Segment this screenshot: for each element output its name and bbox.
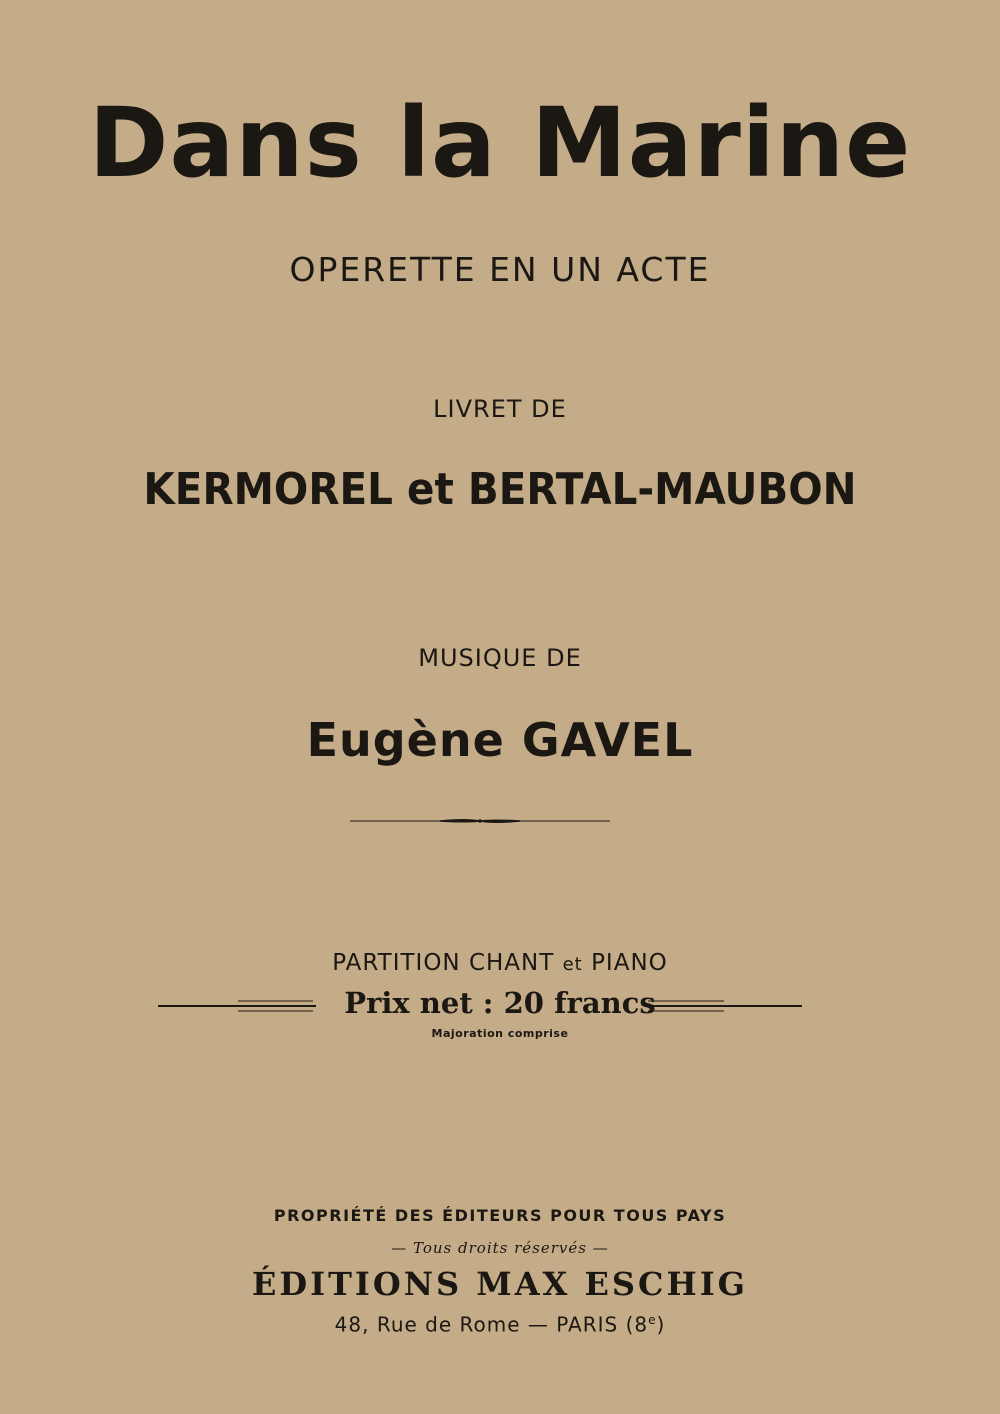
address-main: 48, Rue de Rome — PARIS (8 (334, 1312, 649, 1337)
librettists: KERMOREL et BERTAL-MAUBON (143, 464, 857, 515)
score-type-et: et (562, 954, 583, 975)
publisher-name: ÉDITIONS MAX ESCHIG (252, 1265, 748, 1303)
work-title: Dans la Marine (88, 87, 912, 199)
price-note: Majoration comprise (431, 1027, 569, 1040)
music-label: MUSIQUE DE (418, 644, 582, 672)
price: Prix net : 20 francs (344, 986, 656, 1020)
composer: Eugène GAVEL (306, 713, 694, 767)
work-subtitle: OPERETTE EN UN ACTE (289, 250, 711, 289)
libretto-label: LIVRET DE (433, 395, 567, 423)
address-end: ) (656, 1312, 666, 1337)
rights-reserved: — Tous droits réservés — (391, 1239, 609, 1257)
publisher-address (0, 1306, 1000, 1339)
score-type (0, 948, 1000, 980)
score-type-part1: PARTITION CHANT (332, 950, 555, 976)
rights-notice: PROPRIÉTÉ DES ÉDITEURS POUR TOUS PAYS (273, 1206, 727, 1225)
address-superscript: e (648, 1313, 657, 1327)
ornament-divider (345, 814, 615, 828)
score-type-part2: PIANO (591, 950, 668, 976)
price-rule-right (646, 994, 804, 1014)
